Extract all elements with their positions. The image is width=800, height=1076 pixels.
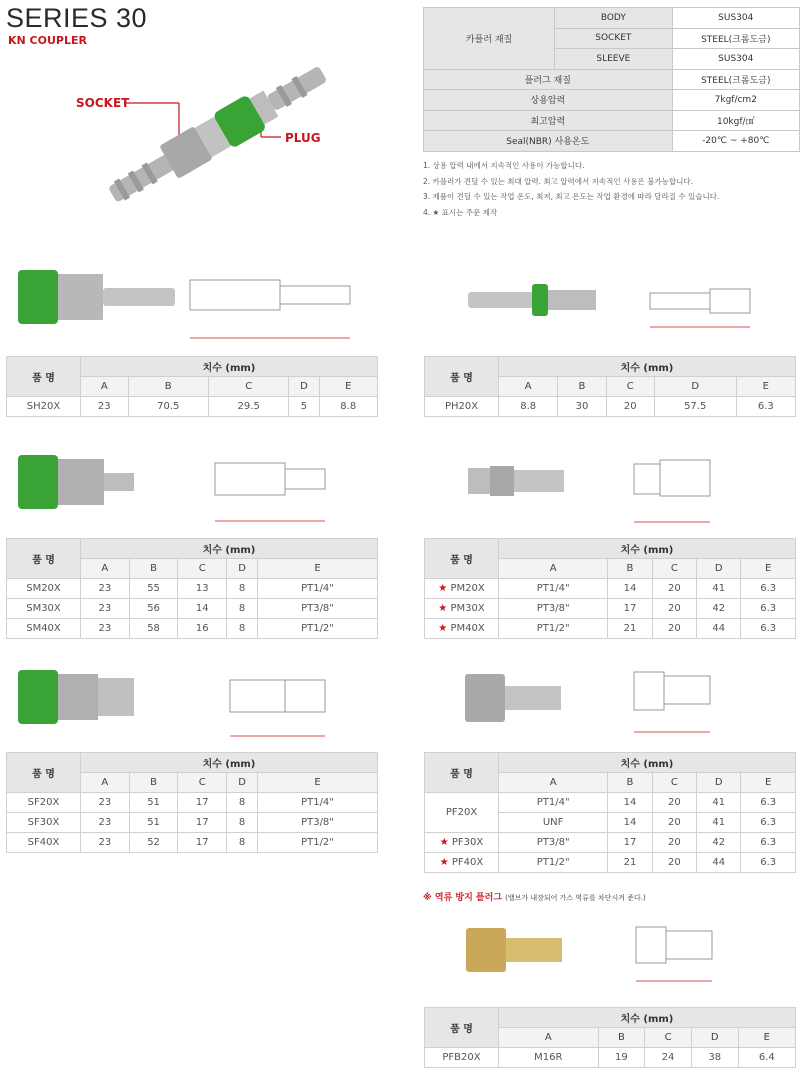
star-icon: ★ xyxy=(438,583,448,594)
pfb20x-photo xyxy=(466,928,566,974)
cell: PT1/4" xyxy=(499,793,608,813)
cell: 58 xyxy=(129,619,178,639)
col-d: D xyxy=(289,377,319,397)
spec-label: Seal(NBR) 사용온도 xyxy=(424,131,673,152)
cell: 6.3 xyxy=(741,813,796,833)
pf20x-photo xyxy=(465,674,565,724)
col-c: C xyxy=(652,773,696,793)
cell: 8 xyxy=(227,793,258,813)
cell: 29.5 xyxy=(208,397,288,417)
star-icon: ★ xyxy=(438,603,448,614)
cell-text: PM20X xyxy=(450,583,485,594)
cell: 20 xyxy=(652,579,696,599)
cell: PT3/8" xyxy=(257,599,377,619)
col-c: C xyxy=(178,773,227,793)
note-item: 4. ★ 표시는 주문 제작 xyxy=(423,207,498,217)
col-b: B xyxy=(558,377,606,397)
cell: 14 xyxy=(608,793,652,813)
table-row xyxy=(7,619,378,639)
col-e: E xyxy=(319,377,378,397)
col-e: E xyxy=(741,773,796,793)
cell: PH20X xyxy=(425,397,499,417)
spec-label: SLEEVE xyxy=(555,49,672,70)
cell: UNF xyxy=(499,813,608,833)
table-row xyxy=(425,793,796,813)
dim-header: 치수 (mm) xyxy=(499,357,796,377)
cell: PT1/4" xyxy=(257,793,377,813)
table-row xyxy=(425,853,796,873)
cell: 17 xyxy=(608,599,652,619)
table-row xyxy=(7,579,378,599)
material-spec-table xyxy=(423,7,800,152)
cell: 16 xyxy=(178,619,227,639)
table-row xyxy=(425,1048,796,1068)
dim-header: 치수 (mm) xyxy=(499,1008,796,1028)
cell: SF30X xyxy=(7,813,81,833)
cell: 20 xyxy=(652,793,696,813)
col-b: B xyxy=(598,1028,645,1048)
cell: PFB20X xyxy=(425,1048,499,1068)
cell: 23 xyxy=(81,599,130,619)
cell: 8 xyxy=(227,619,258,639)
pm20x-drawing xyxy=(620,450,730,530)
socket-callout: SOCKET xyxy=(76,96,130,110)
spec-label: BODY xyxy=(555,8,672,29)
col-e: E xyxy=(736,377,795,397)
star-icon: ★ xyxy=(439,837,449,848)
cell: 51 xyxy=(129,793,178,813)
col-e: E xyxy=(738,1028,795,1048)
dim-header: 치수 (mm) xyxy=(499,753,796,773)
col-b: B xyxy=(608,773,652,793)
ph20x-photo xyxy=(468,282,598,322)
note-item: 3. 제품이 견딜 수 있는 작업 온도, 최저, 최고 온도는 작업 환경에 따라 달라질 수 있습니다. xyxy=(423,192,720,201)
ph20x-table xyxy=(424,356,796,417)
col-a: A xyxy=(81,559,130,579)
dim-header: 치수 (mm) xyxy=(81,357,378,377)
pm-header: 품 명 xyxy=(425,1008,499,1048)
cell: 21 xyxy=(608,853,652,873)
cell: 14 xyxy=(178,599,227,619)
cell: 42 xyxy=(697,833,741,853)
cell xyxy=(425,853,499,873)
col-c: C xyxy=(606,377,654,397)
table-row xyxy=(7,833,378,853)
cell: 17 xyxy=(608,833,652,853)
cell: 23 xyxy=(81,793,130,813)
page-title: SERIES 30 xyxy=(6,3,148,33)
cell: 20 xyxy=(652,853,696,873)
dim-header: 치수 (mm) xyxy=(81,539,378,559)
sm20x-photo xyxy=(18,453,138,513)
pfb-table xyxy=(424,1007,796,1068)
col-b: B xyxy=(129,559,178,579)
pm-header: 품 명 xyxy=(425,357,499,397)
table-row xyxy=(425,619,796,639)
coupler-hero-image xyxy=(75,55,375,205)
col-a: A xyxy=(81,773,130,793)
star-icon: ★ xyxy=(438,623,448,634)
cell: PT1/2" xyxy=(257,619,377,639)
cell: 70.5 xyxy=(128,397,208,417)
sh20x-drawing xyxy=(185,268,365,348)
pm-header: 품 명 xyxy=(7,539,81,579)
dim-header: 치수 (mm) xyxy=(81,753,378,773)
sh20x-photo xyxy=(18,268,178,328)
cell: 17 xyxy=(178,813,227,833)
cell: 6.3 xyxy=(741,853,796,873)
col-a: A xyxy=(81,377,129,397)
pf20x-drawing xyxy=(620,660,730,740)
col-d: D xyxy=(697,773,741,793)
cell: PT1/4" xyxy=(499,579,608,599)
ph20x-drawing xyxy=(630,285,770,335)
note-item: 1. 상용 압력 내에서 지속적인 사용이 가능합니다. xyxy=(423,161,585,170)
cell: PT3/8" xyxy=(257,813,377,833)
cell: 41 xyxy=(697,579,741,599)
cell: PT3/8" xyxy=(499,833,608,853)
cell: 42 xyxy=(697,599,741,619)
cell: 14 xyxy=(608,579,652,599)
cell xyxy=(425,579,499,599)
spec-value: -20℃ ~ +80℃ xyxy=(672,131,799,152)
cell: 19 xyxy=(598,1048,645,1068)
cell: SM30X xyxy=(7,599,81,619)
pf-table xyxy=(424,752,796,873)
col-c: C xyxy=(178,559,227,579)
cell: 6.3 xyxy=(736,397,795,417)
cell: 51 xyxy=(129,813,178,833)
col-e: E xyxy=(257,773,377,793)
cell: SM20X xyxy=(7,579,81,599)
plug-callout: PLUG xyxy=(285,131,321,145)
spec-label: 플러그 재질 xyxy=(424,69,673,90)
col-c: C xyxy=(208,377,288,397)
cell: 6.3 xyxy=(741,619,796,639)
cell: 8 xyxy=(227,579,258,599)
pm-header: 품 명 xyxy=(7,357,81,397)
table-row xyxy=(7,793,378,813)
col-d: D xyxy=(227,773,258,793)
sf20x-photo xyxy=(18,668,138,728)
cell: 41 xyxy=(697,793,741,813)
col-b: B xyxy=(128,377,208,397)
coupler-material-label: 카플러 재질 xyxy=(424,8,555,70)
cell-text: PM30X xyxy=(450,603,485,614)
pm-header: 품 명 xyxy=(7,753,81,793)
col-a: A xyxy=(499,377,558,397)
cell: 8 xyxy=(227,813,258,833)
cell: 8 xyxy=(227,833,258,853)
cell: 6.3 xyxy=(741,599,796,619)
table-row xyxy=(425,833,796,853)
cell: 23 xyxy=(81,813,130,833)
sf20x-drawing xyxy=(225,672,335,747)
cell: 23 xyxy=(81,579,130,599)
cell: 8.8 xyxy=(499,397,558,417)
col-e: E xyxy=(257,559,377,579)
notes-list xyxy=(423,158,719,220)
pm-header: 품 명 xyxy=(425,753,499,793)
table-row xyxy=(425,579,796,599)
col-c: C xyxy=(645,1028,692,1048)
cell-text: PM40X xyxy=(450,623,485,634)
col-a: A xyxy=(499,559,608,579)
cell: 56 xyxy=(129,599,178,619)
cell: 20 xyxy=(652,599,696,619)
cell: 6.3 xyxy=(741,833,796,853)
cell: SM40X xyxy=(7,619,81,639)
cell: PT1/2" xyxy=(257,833,377,853)
cell: 6.3 xyxy=(741,793,796,813)
col-e: E xyxy=(741,559,796,579)
sm20x-drawing xyxy=(205,455,345,535)
sm-table xyxy=(6,538,378,639)
spec-value: SUS304 xyxy=(672,8,799,29)
cell: 30 xyxy=(558,397,606,417)
cell: 8.8 xyxy=(319,397,378,417)
cell: 38 xyxy=(691,1048,738,1068)
cell: 41 xyxy=(697,813,741,833)
col-d: D xyxy=(227,559,258,579)
cell: 20 xyxy=(652,813,696,833)
cell: 44 xyxy=(697,853,741,873)
cell: 13 xyxy=(178,579,227,599)
cell: 20 xyxy=(652,833,696,853)
table-row xyxy=(7,813,378,833)
cell: 57.5 xyxy=(654,397,736,417)
spec-label: 상용압력 xyxy=(424,90,673,111)
col-b: B xyxy=(129,773,178,793)
cell: 21 xyxy=(608,619,652,639)
cell-text: PF30X xyxy=(451,837,484,848)
cell: 17 xyxy=(178,793,227,813)
pfb20x-drawing xyxy=(628,915,738,987)
col-c: C xyxy=(652,559,696,579)
cell: 44 xyxy=(697,619,741,639)
backflow-note xyxy=(423,890,646,903)
pm20x-photo xyxy=(468,464,568,498)
spec-value: STEEL(크롬도금) xyxy=(672,69,799,90)
cell: PT1/2" xyxy=(499,853,608,873)
spec-label: 최고압력 xyxy=(424,110,673,131)
star-icon: ★ xyxy=(439,857,449,868)
cell: 14 xyxy=(608,813,652,833)
cell: PF20X xyxy=(425,793,499,833)
cell: 20 xyxy=(606,397,654,417)
cell xyxy=(425,619,499,639)
cell: 20 xyxy=(652,619,696,639)
cell: 23 xyxy=(81,833,130,853)
cell: 5 xyxy=(289,397,319,417)
cell: PT1/4" xyxy=(257,579,377,599)
table-row xyxy=(425,599,796,619)
cell: PT3/8" xyxy=(499,599,608,619)
cell: 6.4 xyxy=(738,1048,795,1068)
cell: SF20X xyxy=(7,793,81,813)
pm-table xyxy=(424,538,796,639)
cell: 52 xyxy=(129,833,178,853)
cell-text: PF40X xyxy=(451,857,484,868)
page-subtitle: KN COUPLER xyxy=(8,34,87,47)
dim-header: 치수 (mm) xyxy=(499,539,796,559)
cell xyxy=(425,833,499,853)
cell: 17 xyxy=(178,833,227,853)
cell: PT1/2" xyxy=(499,619,608,639)
col-d: D xyxy=(691,1028,738,1048)
spec-label: SOCKET xyxy=(555,28,672,49)
col-d: D xyxy=(654,377,736,397)
cell: SH20X xyxy=(7,397,81,417)
spec-value: SUS304 xyxy=(672,49,799,70)
sf-table xyxy=(6,752,378,853)
cell: 24 xyxy=(645,1048,692,1068)
cell: SF40X xyxy=(7,833,81,853)
col-a: A xyxy=(499,773,608,793)
cell: 8 xyxy=(227,599,258,619)
backflow-title: ※ 역류 방지 플러그 xyxy=(423,893,503,903)
table-row xyxy=(7,599,378,619)
cell: 55 xyxy=(129,579,178,599)
pm-header: 품 명 xyxy=(425,539,499,579)
cell: 23 xyxy=(81,397,129,417)
cell xyxy=(425,599,499,619)
spec-value: 10kgf/㎠ xyxy=(672,110,799,131)
note-item: 2. 카플러가 견딜 수 있는 최대 압력. 최고 압력에서 지속적인 사용은 불가능합니다. xyxy=(423,176,693,186)
table-row xyxy=(7,397,378,417)
cell: 6.3 xyxy=(741,579,796,599)
spec-value: STEEL(크롬도금) xyxy=(672,28,799,49)
col-d: D xyxy=(697,559,741,579)
spec-value: 7kgf/cm2 xyxy=(672,90,799,111)
sh20x-table xyxy=(6,356,378,417)
cell: 23 xyxy=(81,619,130,639)
cell: M16R xyxy=(499,1048,599,1068)
col-b: B xyxy=(608,559,652,579)
backflow-desc: (밸브가 내장되어 가스 역류를 차단시켜 준다.) xyxy=(505,894,646,902)
col-a: A xyxy=(499,1028,599,1048)
table-row xyxy=(425,397,796,417)
